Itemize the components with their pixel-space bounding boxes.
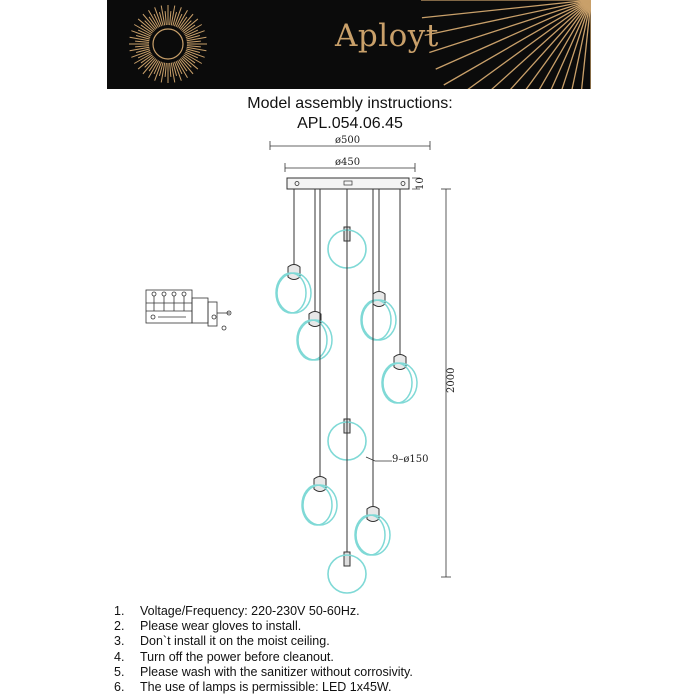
- assembly-drawing: [0, 135, 700, 595]
- list-item: 2. Please wear gloves to install.: [114, 619, 302, 634]
- list-item: 4. Turn off the power before cleanout.: [114, 649, 334, 664]
- callout-leader: [366, 457, 392, 461]
- list-item: 1. Voltage/Frequency: 220-230V 50-60Hz.: [114, 604, 360, 618]
- pendant-lamp: [297, 312, 332, 361]
- list-item: 3. Don`t install it on the moist ceiling.: [114, 634, 330, 649]
- dim-height-label: 2000: [446, 367, 457, 393]
- wiring-diagram: [146, 290, 231, 330]
- instructions-list: [114, 604, 413, 695]
- dim-canopy-label: 10: [415, 177, 426, 190]
- brand-logo: Aployt: [335, 18, 439, 54]
- pendant-lamp: [302, 477, 337, 526]
- list-item: 5. Please wash with the sanitizer without corrosivity.: [114, 664, 413, 679]
- page-title: Model assembly instructions:: [247, 95, 453, 112]
- brand-banner: [107, 0, 591, 89]
- pendant-lamp: [355, 507, 390, 556]
- ceiling-canopy: [287, 178, 409, 189]
- model-number: APL.054.06.45: [297, 115, 403, 132]
- dim-inner-label: ø450: [335, 157, 361, 168]
- dim-shade-label: 9–ø150: [392, 454, 429, 465]
- pendant-lamp: [382, 355, 417, 404]
- list-item: 6. The use of lamps is permissible: LED 1x45W.: [114, 680, 392, 695]
- pendant-lamp: [361, 292, 396, 341]
- pendant-lamp: [276, 265, 311, 314]
- pendant-lamp: [328, 552, 366, 593]
- dim-outer-label: ø500: [335, 135, 361, 146]
